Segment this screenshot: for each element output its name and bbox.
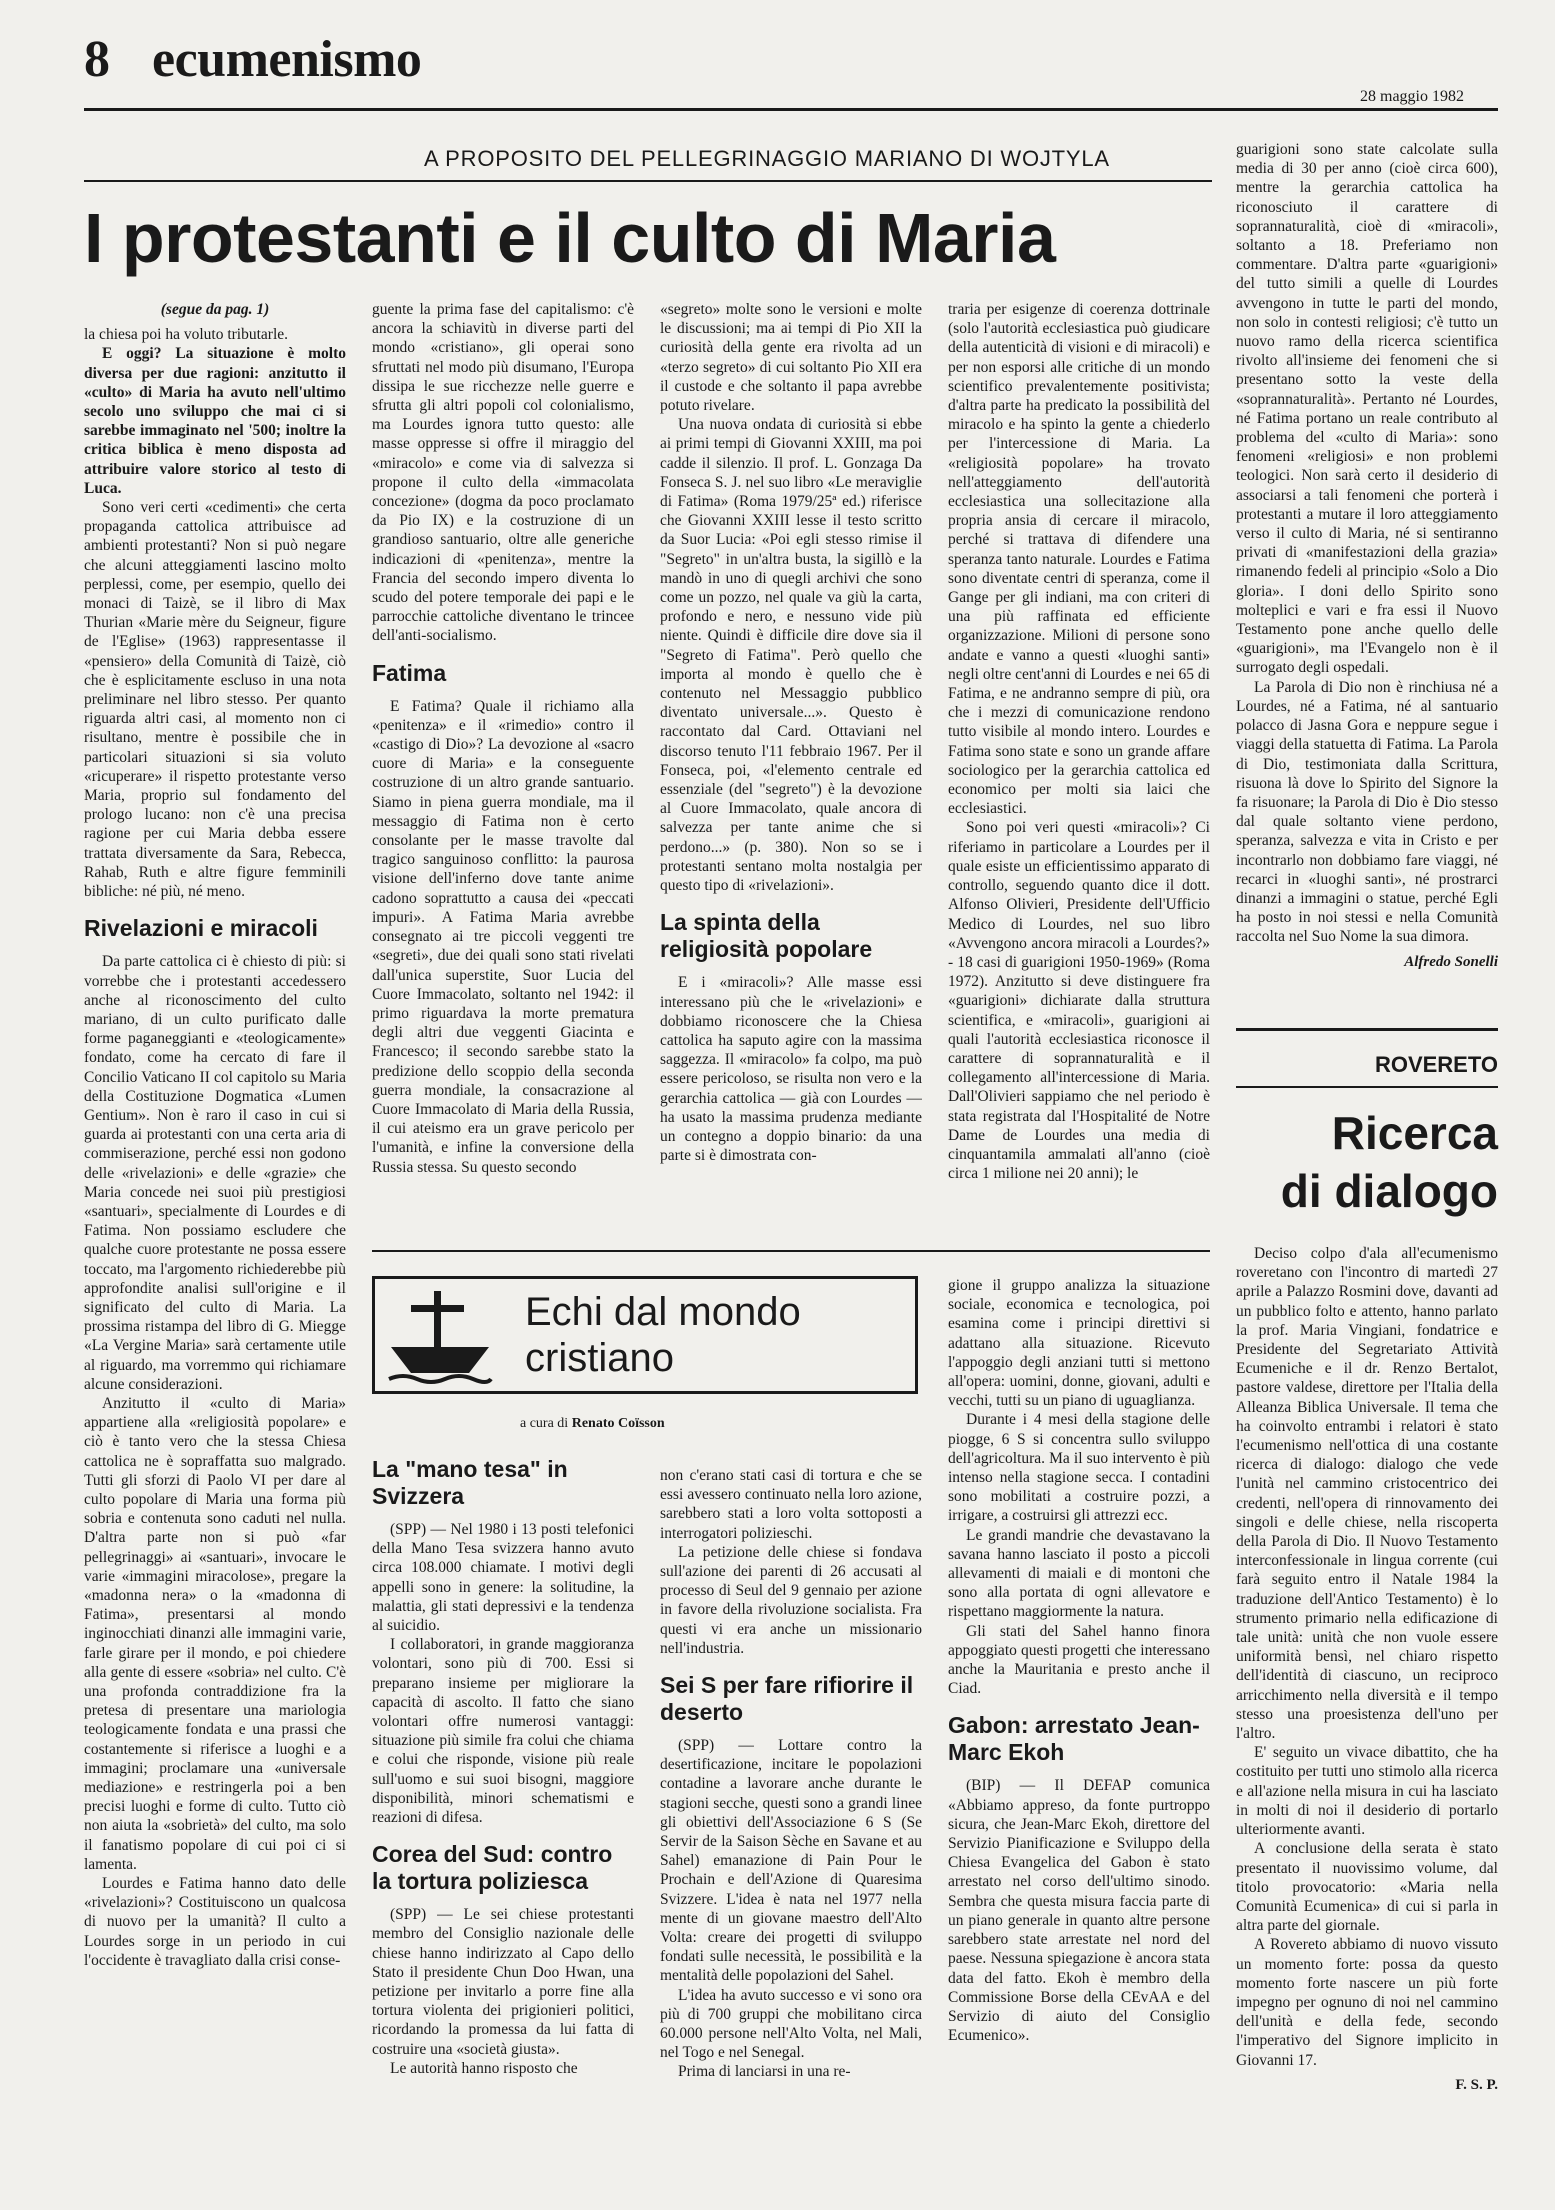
paragraph: (SPP) — Nel 1980 i 13 posti telefonici della Mano Tesa svizzera hanno avuto circa 108.000 chiamate. I motivi degli appelli sono in genere: la solitudine, la malattia, gli stati depressivi e la tendenza al suicidio. xyxy=(372,1521,634,1635)
cross-boat-icon xyxy=(385,1285,495,1387)
paragraph: gione il gruppo analizza la situazione sociale, economica e tecnologica, poi esamina come i principi direttivi si adattano alla situazione. Ricevuto l'appoggio degli anziani tutti si mettono all'opera: uomini, donne, giovani, adulti e vecchi, tutti su un piano di uguaglianza. xyxy=(948,1277,1210,1410)
echi-title-2: cristiano xyxy=(525,1336,674,1380)
subheading-gabon: Gabon: arrestato Jean-Marc Ekoh xyxy=(948,1712,1200,1766)
main-column-3 xyxy=(660,300,922,1240)
paragraph: Le autorità hanno risposto che xyxy=(390,2059,578,2077)
rovereto-rule xyxy=(1236,1086,1498,1088)
paragraph: non c'erano stati casi di tortura e che se essi avessero continuato nella loro azione, sarebbero stati a loro volta sottoposti a interrogatori polizieschi. xyxy=(660,1467,922,1542)
paragraph: guente la prima fase del capitalismo: c'è ancora la schiavitù in diverse parti del mondo «cristiano», gli operai sono sfruttati nel modo più disumano, l'Europa dissipa le sue ricchezze nelle guerre e sfrutta gli altri popoli col colonialismo, ma Lourdes ignora tutto questo: alle masse oppresse si offre il miraggio del «miracolo» e come via di salvezza si propone il culto della «immacolata concezione» (dogma da poco proclamato da Pio IX) e la costruzione di un grandioso santuario, oltre alle generiche indicazioni di «penitenza», mentre la Francia del secondo impero diventa lo scudo del potere temporale dei papi e le parrocchie cattoliche diventano le trincee dell'anti-socialismo. xyxy=(372,301,634,645)
main-column-1 xyxy=(84,300,346,2200)
article-end-rule xyxy=(1236,1028,1498,1031)
main-column-2 xyxy=(372,300,634,1240)
paragraph: (BIP) — Il DEFAP comunica «Abbiamo appreso, da fonte purtroppo sicura, che Jean-Marc Ekoh, direttore del Servizio Pianificazione e Sviluppo della Chiesa Evangelica del Gabon è stato arrestato nel corso dell'ultimo sinodo. Sembra che questa misura faccia parte di un piano generale in quanto altre persone sarebbero state arrestate nel nord del paese. Nessuna spiegazione è ancora stata data del fatto. Ekoh è membro della Commissione Borse della CEvAA e del Servizio di aiuto del Consiglio Ecumenico». xyxy=(948,1777,1210,2045)
main-column-5 xyxy=(1236,140,1498,1020)
rovereto-title-2: di dialogo xyxy=(1280,1165,1498,1217)
paragraph: «segreto» molte sono le versioni e molte le discussioni; ma ai tempi di Pio XII la curiosità della gente era rivolta ad un «terzo segreto» di cui soltanto Pio XII era il custode e che soltanto il papa avrebbe potuto rivelare. xyxy=(660,301,922,415)
kicker-rule xyxy=(84,180,1212,182)
masthead-rule xyxy=(84,108,1498,111)
main-column-4 xyxy=(948,300,1210,1240)
paragraph: Da parte cattolica ci è chiesto di più: si vorrebbe che i protestanti accedessero anche al riconoscimento del culto mariano, di un culto purificato dalle forme paganeggianti e «teologicamente» fondato, come ha cercato di fare il Concilio Vaticano II col capitolo su Maria della Costituzione Dogmatica «Lumen Gentium». Non è raro il caso in cui si guarda ai protestanti con una certa aria di commiserazione, perché essi non godono delle «rivelazioni» e delle «grazie» che Maria concede nei suoi più prestigiosi «santuari», specialmente di Lourdes e di Fatima. Non possiamo escludere che qualche cuore protestante ne possa essere toccato, ma l'argomento richiederebbe più approfondite analisi sull'origine e il significato del culto di Maria. La prossima ristampa del libro di G. Miegge «La Vergine Maria» sarà certamente utile al riguardo, ma vorremmo qui richiamare alcune considerazioni. xyxy=(84,953,346,1393)
paragraph: A Rovereto abbiamo di nuovo vissuto un momento forte: possa da questo momento forte nascere un più forte impegno per ognuno di noi nel cammino dell'unità e della fede, secondo l'imperativo del Signore implicito in Giovanni 17. xyxy=(1236,1936,1498,2069)
section-name: ecumenismo xyxy=(152,31,422,88)
byline-name: Renato Coïsson xyxy=(571,1416,665,1431)
echi-column-1 xyxy=(372,1448,634,2208)
rovereto-title-1: Ricerca xyxy=(1331,1107,1498,1159)
paragraph: la chiesa poi ha voluto tributarle. xyxy=(84,326,289,344)
paragraph: Durante i 4 mesi della stagione delle piogge, 6 S si concentra sullo sviluppo dell'agricoltura. Ma il suo intervento è più intenso nella stagione secca. I contadini sono mobilitati a costruire pozzi, a irrigare, a costruirsi gli attrezzi ecc. xyxy=(948,1411,1210,1525)
paragraph: (SPP) — Le sei chiese protestanti membro del Consiglio nazionale delle chiese hanno indirizzato al Capo dello Stato il presidente Chun Doo Hwan, una petizione per invitarlo a porre fine alla tortura violenta dei prigionieri politici, ricordando la promessa da lui fatta di costruire una «società giusta». xyxy=(372,1906,634,2058)
paragraph: Anzitutto il «culto di Maria» appartiene alla «religiosità popolare» e ciò è tanto vero che la stessa Chiesa cattolica ne è sopraffatta suo malgrado. Tutti gli sforzi di Paolo VI per dare al culto popolare di Maria una forma più sobria e contenuta sono caduti nel nulla. D'altra parte non si può «far pellegrinaggi» ai «santuari», invocare le varie «immagini miracolose», pregare la «madonna nera» o la «madonna di Fatima», presentarsi al mondo inginocchiati dinanzi alle immagini varie, farle girare per il mondo, e poi chiedere alla gente di essere «sobria» nel culto. C'è una profonda contraddizione fra la pretesa di presentare una mariologia teologicamente fondata e una prassi che costantemente si riferisce a luoghi e a immagini; proclamare una «universale mediazione» e restringerla poi a ben precisi luoghi e forme di culto. Tutto ciò non aiuta la «sobrietà» del culto, ma solo il fanatismo popolare di cui poi ci si lamenta. xyxy=(84,1394,346,1873)
main-title: I protestanti e il culto di Maria xyxy=(84,199,1056,277)
echi-top-rule xyxy=(372,1250,1210,1252)
paragraph: guarigioni sono state calcolate sulla media di 30 per anno (cioè circa 600), mentre la gerarchia cattolica ha riconosciuto il carattere di soprannaturalità, cioè di «miracoli», soltanto a 18. Preferiamo non commentare. D'altra parte «guarigioni» del tutto simili a quelle di Lourdes avvengono in tutte le parti del mondo, non solo in contesti religiosi; c'è tutto un nuovo ramo della ricerca scientifica rivolto all'insieme dei fenomeni che si presentano sotto la veste della «soprannaturalità». Pertanto né Lourdes, né Fatima portano un reale contributo al problema del «culto di Maria»: sono fenomeni «religiosi» e non problemi teologici. Non sarà certo il desiderio di associarsi a tali fenomeni che porterà i protestanti a mutare il loro atteggiamento verso il culto di Maria, né si sentiranno privati di «manifestazioni della grazia» rimanendo fedeli al principio «Solo a Dio gloria». I doni dello Spirito sono molteplici e vari e fra essi il Nuovo Testamento pone anche quello delle «guarigioni», ma l'Evangelo non è il surrogato degli ospedali. xyxy=(1236,141,1498,677)
echi-column-3 xyxy=(948,1276,1210,2206)
subheading-rivelazioni: Rivelazioni e miracoli xyxy=(84,915,318,942)
byline-prefix: a cura di xyxy=(520,1416,569,1431)
paragraph: E Fatima? Quale il richiamo alla «penitenza» e il «rimedio» contro il «castigo di Dio»? La devozione al «sacro cuore di Maria» e la conseguente costruzione di un altro grande santuario. Siamo in piena guerra mondiale, ma il messaggio di Fatima non è certo consolante per le masse travolte dal tragico sanguinoso conflitto: la paurosa visione dell'inferno dove tante anime cadono soprattutto a causa dei «peccati impuri». A Fatima Maria avrebbe consegnato ai tre piccoli veggenti tre «segreti», due dei quali sono stati rivelati dall'unica superstite, Suor Lucia del Cuore Immacolato, soltanto nel 1942: il primo riguardava la morte prematura degli altri due veggenti Giacinta e Francesco; il secondo sarebbe stato la predizione dello scoppio della seconda guerra mondiale, la consacrazione al Cuore Immacolato di Maria della Russia, il cui ateismo era un grave pericolo per l'umanità, e infine la conversione della Russia stessa. Su questo secondo xyxy=(372,697,634,1176)
paragraph: E' seguito un vivace dibattito, che ha costituito per tutti uno stimolo alla ricerca e all'azione nella misura in cui ha lasciato in molti di noi il desiderio di portarlo ulteriormente avanti. xyxy=(1236,1744,1498,1839)
rovereto-kicker: ROVERETO xyxy=(1374,1052,1498,1077)
main-kicker: A PROPOSITO DEL PELLEGRINAGGIO MARIANO DI WOJTYLA xyxy=(424,146,1110,171)
paragraph: traria per esigenze di coerenza dottrinale (solo l'autorità ecclesiastica può giudicare della autenticità di visioni e di miracoli) e per non esporsi alle critiche di un mondo scientifico prevalentemente positivista; d'altra parte ha predicato la possibilità del miracolo e ha spinto la gente a chiederlo per l'intercessione di Maria. La «religiosità popolare» ha trovato nell'atteggiamento dell'autorità ecclesiastica una sollecitazione alla propria ansia di cercare il miracolo, perché si trattava di difendere una speranza tanto naturale. Lourdes e Fatima sono diventate centri di speranza, come il Gange per gli indiani, ma con criteri di una più raffinata ed efficiente organizzazione. Milioni di persone sono andate e vanno a questi «luoghi santi» negli oltre cent'anni di Lourdes e nei 65 di Fatima, e ne andranno sempre di più, ora che i mezzi di comunicazione rendono tutto visibile al mondo intero. Lourdes e Fatima sono state e sono un grande affare sociologico per la gerarchia cattolica ed economico per molti sia laici che ecclesiastici. xyxy=(948,301,1210,818)
paragraph: Le grandi mandrie che devastavano la savana hanno lasciato il posto a piccoli allevamenti di maiali e di montoni che sono alla portata di ogni allevatore e rispettano maggiormente la natura. xyxy=(948,1526,1210,1621)
paragraph: Deciso colpo d'ala all'ecumenismo roveretano con l'incontro di martedì 27 aprile a Palazzo Rosmini dove, davanti ad un pubblico folto e attento, hanno parlato la prof. Maria Vingiani, fondatrice e Presidente del Segretariato Attività Ecumeniche e il dr. Renzo Bertalot, pastore valdese, direttore per l'Italia della Alleanza Biblica Universale. Il tema che ha coinvolto entrambi i relatori è stato l'ecumenismo nell'ottica di una costante ricerca di dialogo: dialogo che vede l'unità nel cammino cristocentrico dei credenti, nell'opera di rinnovamento dei singoli e delle chiese, nella riscoperta della Parola di Dio. Il Nuovo Testamento interconfessionale in lingua corrente (cui farà seguito entro il Natale 1984 la traduzione dell'Antico Testamento) è lo strumento primario nella edificazione di tale unità: unità che non vuole essere uniformità bensì, nel chiaro rispetto dell'identità di ciascuno, un reciproco arricchimento nella diversità e il tempo stesso una proesistenza dell'uno per l'altro. xyxy=(1236,1245,1498,1743)
paragraph: L'idea ha avuto successo e vi sono ora più di 700 gruppi che mobilitano circa 60.000 persone nell'Alto Volta, nel Mali, nel Togo e nel Senegal. xyxy=(660,1986,922,2062)
subheading-fatima: Fatima xyxy=(372,659,447,686)
subheading-corea: Corea del Sud: contro la tortura poliziesca xyxy=(372,1841,613,1895)
paragraph: Prima di lanciarsi in una re- xyxy=(678,2063,851,2081)
subheading-mano-tesa: La "mano tesa" in Svizzera xyxy=(372,1456,568,1509)
paragraph: A conclusione della serata è stato presentato il nuovissimo volume, dal titolo provocatorio: «Maria nella Comunità Ecumenica» di cui si parla in altra parte del giornale. xyxy=(1236,1840,1498,1935)
page-number: 8 xyxy=(84,31,110,88)
paragraph: I collaboratori, in grande maggioranza volontari, sono più di 700. Essi si preparano insieme per migliorare la capacità di ascolto. Il fatto che siano volontari offre numerosi vantaggi: situazione più simile fra colui che chiama e colui che risponde, visione più reale sull'uomo e sui suoi bisogni, maggiore disponibilità, minori schematismi e reazioni di difesa. xyxy=(372,1636,634,1827)
paragraph: Lourdes e Fatima hanno dato delle «rivelazioni»? Costituiscono un qualcosa di nuovo per la umanità? Il culto a Lourdes sorge in un periodo in cui l'occidente è travagliato dalla crisi conse- xyxy=(84,1875,346,1969)
paragraph: Una nuova ondata di curiosità si ebbe ai primi tempi di Giovanni XXIII, ma poi cadde il silenzio. Il prof. L. Gonzaga Da Fonseca S. J. nel suo libro «Le meraviglie di Fatima» (Roma 1979/25ª ed.) riferisce che Giovanni XXIII lesse il testo scritto da Suor Lucia: «Poi egli stesso rimise il "Segreto" in un'altra busta, la sigillò e la mandò in uno di quegli archivi che sono come un pozzo, nel quale va giù la carta, profondo e nero, e nessuno vide più niente. Quindi è difficile dire dove sia il "Segreto di Fatima". Però quello che importa al mondo è quello che è contenuto nel Messaggio pubblico diventato universale...». Questo è raccontato dal Card. Ottaviani nel discorso tenuto l'11 febbraio 1967. Per il Fonseca, poi, «l'elemento centrale ed essenziale (del "segreto") è la devozione al Cuore Immacolato, quale ancora di salvezza per tante anime che si perdono...» (p. 380). Non so se i protestanti sentano molta nostalgia per questo tipo di «rivelazioni». xyxy=(660,416,922,895)
echi-column-2 xyxy=(660,1466,922,2206)
paragraph: (SPP) — Lottare contro la desertificazione, incitare le popolazioni contadine a lavorare anche durante le stagioni secche, questi sono a grandi linee gli obiettivi dell'Associazione 6 S (Se Servir de la Saison Sèche en Savane et au Sahel) emanazione di Pain Pour le Prochain e dell'Azione di Quaresima Svizzere. L'idea è nata nel 1977 nella mente di un giovane maestro dell'Alto Volta: creare dei progetti di sviluppo fondati sulle necessità, le possibilità e la mentalità delle popolazioni del Sahel. xyxy=(660,1737,922,1985)
echi-title-1: Echi dal mondo xyxy=(525,1290,801,1334)
rovereto-body xyxy=(1236,1244,1498,2204)
paragraph: La petizione delle chiese si fondava sull'azione dei parenti di 26 accusati al processo di Seul del 9 gennaio per azione in favore della rivoluzione socialista. Fra questi vi era anche un missionario nell'industria. xyxy=(660,1543,922,1657)
paragraph: E i «miracoli»? Alle masse essi interessano più che le «rivelazioni» e dobbiamo riconoscere che la Chiesa cattolica ha saputo agire con la massima saggezza. Il «miracolo» fa colpo, ma può essere pericoloso, se risulta non vero e la gerarchia cattolica — già con Lourdes — ha usato la massima prudenza mediante un contegno a doppio binario: da una parte si è dimostrata con- xyxy=(660,974,922,1165)
issue-date: 28 maggio 1982 xyxy=(1360,88,1464,105)
paragraph: Gli stati del Sahel hanno finora appoggiato questi progetti che interessano anche la Mauritania e presto anche il Ciad. xyxy=(948,1622,1210,1698)
echi-header-box xyxy=(372,1276,918,1394)
echi-byline xyxy=(520,1416,665,1432)
subheading-spinta: La spinta della religiosità popolare xyxy=(660,909,873,963)
author-signature: Alfredo Sonelli xyxy=(1404,953,1498,970)
paragraph: Sono poi veri questi «miracoli»? Ci riferiamo in particolare a Lourdes per il quale esiste un efficientissimo apparato di controllo, seguendo quanto dice il dott. Alfonso Olivieri, Presidente dell'Ufficio Medico di Lourdes, nel suo libro «Avvengono ancora miracoli a Lourdes?» - 18 casi di guarigioni 1950-1969» (Roma 1972). Anzitutto si deve distinguere fra «guarigioni» dichiarate dalla struttura scientifica, e «miracoli», guarigioni ai quali l'autorità ecclesiastica riconosce il carattere di soprannaturalità e il collegamento all'intercessione di Maria. Dall'Olivieri sappiamo che nel periodo è stata registrata dal l'Hospitalité de Notre Dame de Lourdes una media di cinquantamila ammalati all'anno (cioè circa 1 milione nei 20 anni); le xyxy=(948,819,1210,1183)
rovereto-signature: F. S. P. xyxy=(1455,2076,1498,2093)
subheading-sei-s: Sei S per fare rifiorire il deserto xyxy=(660,1672,914,1726)
paragraph: Sono veri certi «cedimenti» che certa propaganda cattolica attribuisce ad ambienti protestanti? Non si può negare che alcuni atteggiamenti lascino molto perplessi, come, per esempio, quello dei monaci di Taizè, se il libro di Max Thurian «Marie mère du Seigneur, figure de l'Eglise» (1963) rappresentasse il «pensiero» della Comunità di Taizè, ciò che è esplicitamente escluso in una nota preliminare nel libro stesso. Per quanto riguarda altri casi, al momento non ci risultano, mentre è possibile che in particolari situazioni si sia voluto «ricuperare» il rispetto protestante verso Maria, proprio sul fondamento del prologo lucano: non c'è una precisa ragione per cui Maria debba essere trattata diversamente da Sara, Rebecca, Rahab, Ruth e altre figure femminili bibliche: né più, né meno. xyxy=(84,499,346,901)
paragraph: La Parola di Dio non è rinchiusa né a Lourdes, né a Fatima, né al santuario polacco di Jasna Gora e neppure segue i viaggi della statuetta di Fatima. La Parola di Dio, testimoniata dalla Scrittura, risuona là dove lo Spirito del Signore la fa risuonare; la Parola di Dio è Dio stesso dal quale soltanto viene perdono, speranza, salvezza e vita in Cristo e per incontrarlo non dobbiamo fare viaggi, né recarci in «luoghi santi», né prostrarci dinanzi a immagini o statue, perché Egli ha posto in noi stessi e nella Comunità raccolta nel Suo Nome la sua dimora. xyxy=(1236,678,1498,946)
paragraph: E oggi? La situazione è molto diversa per due ragioni: anzitutto il «culto» di Maria ha avuto nell'ultimo secolo uno sviluppo che mai ci si sarebbe immaginato nel '500; inoltre la critica biblica è meno disposta ad attribuire valore storico al testo di Luca. xyxy=(84,345,346,497)
continued-note: (segue da pag. 1) xyxy=(160,301,270,318)
